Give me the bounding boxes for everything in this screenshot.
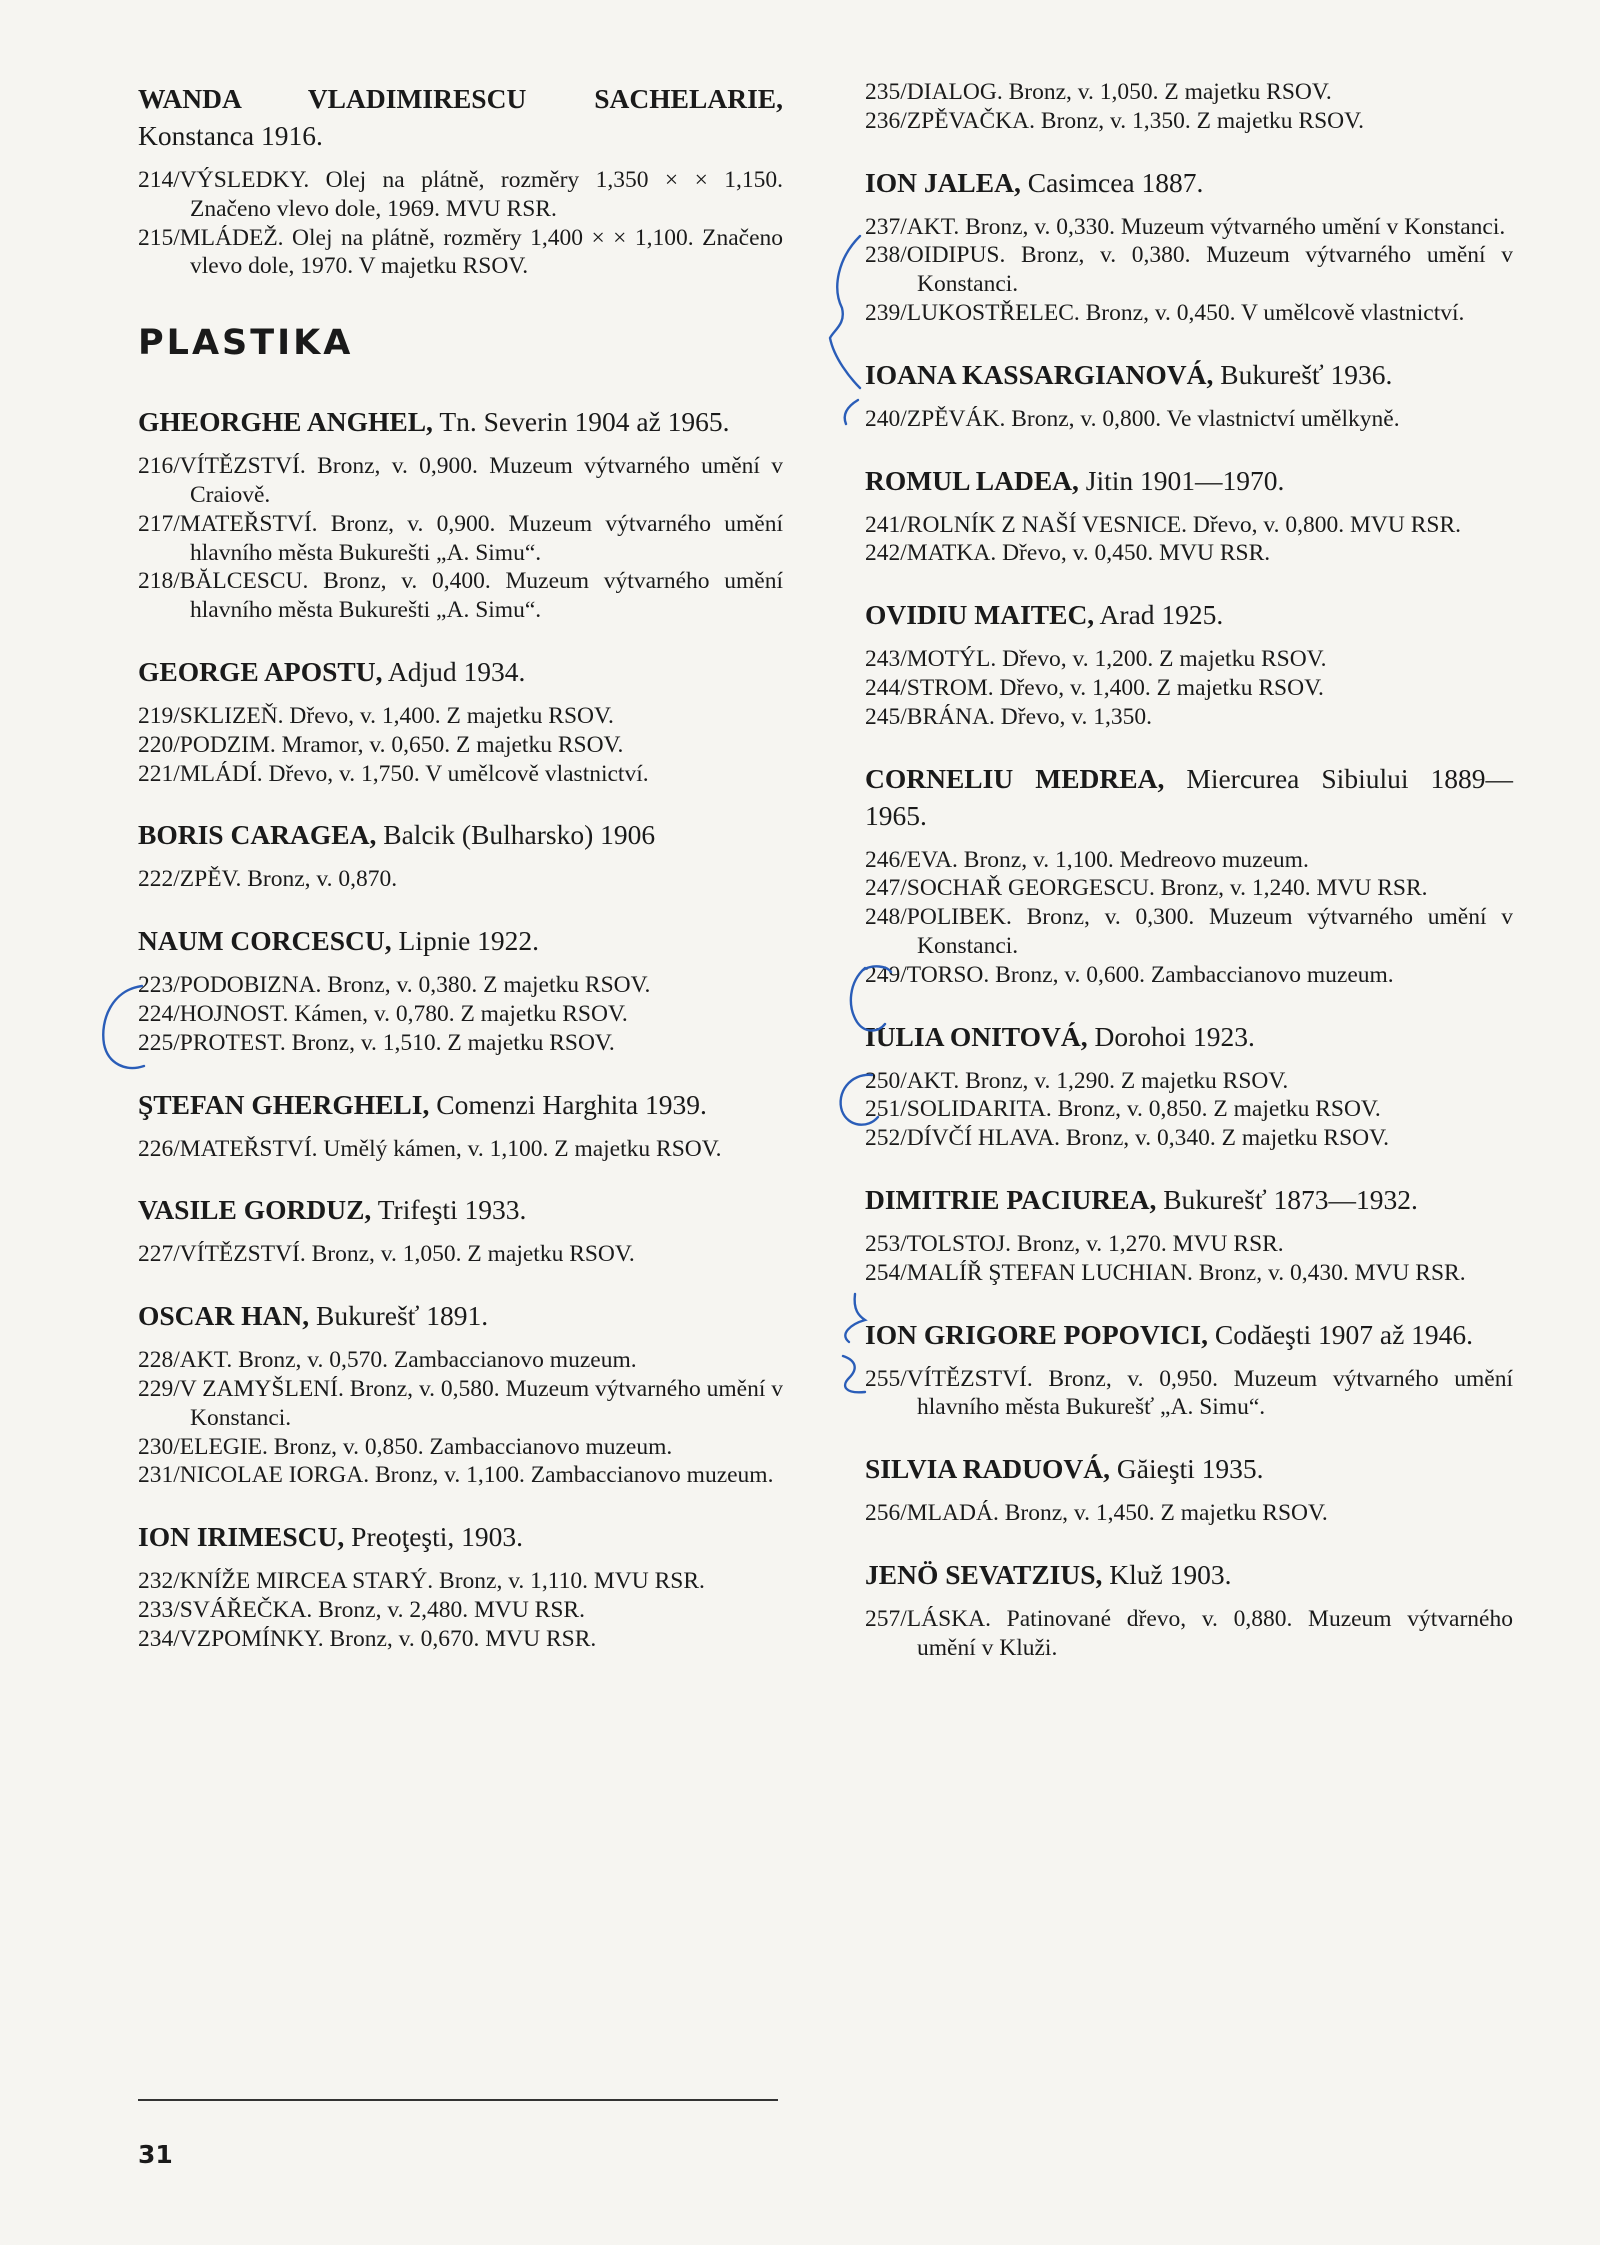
artist-heading (865, 164, 1513, 201)
artist-entry (138, 1518, 783, 1653)
work-item: 251/SOLIDARITA. Bronz, v. 0,850. Z majetku RSOV. (865, 1096, 1381, 1123)
work-item: 247/SOCHAŘ GEORGESCU. Bronz, v. 1,240. MVU RSR. (865, 875, 1428, 902)
artist-info: Bukurešť 1891. (316, 1300, 489, 1332)
artist-info: Preoţeşti, 1903. (351, 1521, 524, 1553)
artist-name: CORNELIU MEDREA, (865, 762, 1165, 794)
artist-entry (865, 164, 1513, 328)
work-item: 239/LUKOSTŘELEC. Bronz, v. 0,450. V umělcově vlastnictví. (865, 299, 1465, 326)
work-item: 238/OIDIPUS. Bronz, v. 0,380. Muzeum výtvarného umění v Konstanci. (865, 242, 1513, 298)
artist-entry (865, 1556, 1513, 1663)
work-item: 233/SVÁŘEČKA. Bronz, v. 2,480. MVU RSR. (138, 1596, 585, 1623)
artist-heading (138, 1191, 783, 1228)
artist-heading (138, 816, 783, 853)
artist-entry (138, 653, 783, 788)
artist-name: ION GRIGORE POPOVICI, (865, 1318, 1209, 1350)
work-item: 245/BRÁNA. Dřevo, v. 1,350. (865, 703, 1152, 730)
artist-entry (865, 760, 1513, 990)
work-item: 222/ZPĚV. Bronz, v. 0,870. (138, 866, 398, 893)
artist-entry (865, 356, 1513, 434)
work-item: 246/EVA. Bronz, v. 1,100. Medreovo muzeum. (865, 846, 1309, 873)
work-item: 219/SKLIZEŇ. Dřevo, v. 1,400. Z majetku RSOV. (138, 702, 614, 729)
work-item: 244/STROM. Dřevo, v. 1,400. Z majetku RSOV. (865, 674, 1324, 701)
right-column (865, 78, 1513, 1691)
artist-info: Kluž 1903. (1109, 1558, 1232, 1590)
artist-entry (138, 403, 783, 625)
artist-entry (865, 1181, 1513, 1288)
artist-heading (138, 1297, 783, 1334)
work-item: 237/AKT. Bronz, v. 0,330. Muzeum výtvarného umění v Konstanci. (865, 213, 1506, 240)
work-item: 223/PODOBIZNA. Bronz, v. 0,380. Z majetku RSOV. (138, 972, 651, 999)
artist-info: Bukurešť 1936. (1220, 358, 1393, 390)
artist-entry (865, 1450, 1513, 1528)
work-item: 255/VÍTĚZSTVÍ. Bronz, v. 0,950. Muzeum výtvarného umění hlavního města Bukurešť „A. Simu“. (865, 1365, 1513, 1421)
artist-entry (865, 596, 1513, 731)
work-item: 256/MLADÁ. Bronz, v. 1,450. Z majetku RSOV. (865, 1500, 1328, 1527)
work-item: 214/VÝSLEDKY. Olej na plátně, rozměry 1,350 × × 1,150. Značeno vlevo dole, 1969. MVU RSR. (138, 167, 783, 222)
artist-heading (865, 1018, 1513, 1055)
artist-info: Balcik (Bulharsko) 1906 (383, 819, 656, 851)
artist-heading (138, 922, 783, 959)
artist-name: SILVIA RADUOVÁ, (865, 1453, 1111, 1485)
artist-heading (138, 80, 783, 154)
artist-info: Codăeşti 1907 až 1946. (1214, 1318, 1474, 1350)
work-item: 234/VZPOMÍNKY. Bronz, v. 0,670. MVU RSR. (138, 1625, 597, 1652)
artist-heading (865, 1316, 1513, 1353)
work-item: 217/MATEŘSTVÍ. Bronz, v. 0,900. Muzeum výtvarného umění hlavního města Bukurešti „A. Simu“. (138, 510, 783, 566)
work-item: 249/TORSO. Bronz, v. 0,600. Zambaccianovo muzeum. (865, 961, 1394, 988)
work-item: 229/V ZAMYŠLENÍ. Bronz, v. 0,580. Muzeum výtvarného umění v Konstanci. (138, 1375, 783, 1431)
artist-name: ION IRIMESCU, (138, 1521, 345, 1553)
continued-works (865, 78, 1513, 136)
work-item: 252/DÍVČÍ HLAVA. Bronz, v. 0,340. Z majetku RSOV. (865, 1125, 1389, 1152)
work-item: 248/POLIBEK. Bronz, v. 0,300. Muzeum výtvarného umění v Konstanci. (865, 904, 1513, 959)
artist-heading (138, 403, 783, 440)
artist-name: JENÖ SEVATZIUS, (865, 1558, 1103, 1590)
artist-name: ROMUL LADEA, (865, 464, 1079, 496)
artist-info: Dorohoi 1923. (1094, 1020, 1255, 1052)
artist-name: GEORGE APOSTU, (138, 655, 383, 687)
work-item: 220/PODZIM. Mramor, v. 0,650. Z majetku RSOV. (138, 731, 624, 758)
work-item: 216/VÍTĚZSTVÍ. Bronz, v. 0,900. Muzeum výtvarného umění v Craiově. (138, 453, 783, 508)
artist-heading (865, 760, 1513, 834)
artist-name: WANDA VLADIMIRESCU SACHELARIE, (138, 83, 783, 114)
work-item: 225/PROTEST. Bronz, v. 1,510. Z majetku RSOV. (138, 1029, 615, 1056)
left-column (138, 80, 783, 1682)
artist-heading (138, 1086, 783, 1123)
work-item: 253/TOLSTOJ. Bronz, v. 1,270. MVU RSR. (865, 1230, 1284, 1257)
work-item: 228/AKT. Bronz, v. 0,570. Zambaccianovo muzeum. (138, 1347, 637, 1374)
section-heading: PLASTIKA (138, 323, 354, 364)
artist-entry (865, 1018, 1513, 1153)
work-item: 232/KNÍŽE MIRCEA STARÝ. Bronz, v. 1,110. MVU RSR. (138, 1568, 705, 1595)
artist-info: Konstanca 1916. (138, 120, 323, 151)
artist-heading (138, 1518, 783, 1555)
footer-rule (138, 2099, 778, 2101)
artist-entry (865, 1316, 1513, 1423)
work-item: 226/MATEŘSTVÍ. Umělý kámen, v. 1,100. Z majetku RSOV. (138, 1135, 722, 1162)
page-number: 31 (138, 2140, 173, 2169)
artist-name: GHEORGHE ANGHEL, (138, 406, 433, 438)
artist-heading (865, 1556, 1513, 1593)
artist-entry (138, 922, 783, 1057)
artist-name: BORIS CARAGEA, (138, 819, 377, 851)
work-item: 230/ELEGIE. Bronz, v. 0,850. Zambaccianovo muzeum. (138, 1433, 673, 1460)
work-item: 236/ZPĚVAČKA. Bronz, v. 1,350. Z majetku RSOV. (865, 107, 1364, 134)
artist-entry (138, 1086, 783, 1164)
artist-name: IULIA ONITOVÁ, (865, 1020, 1088, 1052)
work-item: 227/VÍTĚZSTVÍ. Bronz, v. 1,050. Z majetku RSOV. (138, 1241, 635, 1268)
artist-entry (138, 80, 783, 281)
work-item: 257/LÁSKA. Patinované dřevo, v. 0,880. Muzeum výtvarného umění v Kluži. (865, 1605, 1513, 1661)
work-item: 250/AKT. Bronz, v. 1,290. Z majetku RSOV. (865, 1067, 1289, 1094)
artist-info: Arad 1925. (1099, 599, 1224, 631)
artist-name: IOANA KASSARGIANOVÁ, (865, 358, 1214, 390)
work-item: 224/HOJNOST. Kámen, v. 0,780. Z majetku RSOV. (138, 1000, 628, 1027)
artist-heading (865, 1450, 1513, 1487)
artist-info: Jitin 1901—1970. (1085, 464, 1285, 496)
work-item: 221/MLÁDÍ. Dřevo, v. 1,750. V umělcově vlastnictví. (138, 760, 649, 787)
artist-name: DIMITRIE PACIUREA, (865, 1183, 1157, 1215)
artist-info: Bukurešť 1873—1932. (1163, 1183, 1418, 1215)
artist-heading (865, 462, 1513, 499)
work-item: 242/MATKA. Dřevo, v. 0,450. MVU RSR. (865, 540, 1271, 567)
work-item: 231/NICOLAE IORGA. Bronz, v. 1,100. Zambaccianovo muzeum. (138, 1462, 774, 1489)
artist-name: OSCAR HAN, (138, 1300, 310, 1332)
artist-info: Lipnie 1922. (398, 925, 540, 957)
artist-info: Comenzi Harghita 1939. (436, 1088, 707, 1120)
artist-info: Adjud 1934. (387, 655, 526, 687)
artist-info: Trifeşti 1933. (377, 1194, 527, 1226)
artist-name: OVIDIU MAITEC, (865, 599, 1095, 631)
work-item: 243/MOTÝL. Dřevo, v. 1,200. Z majetku RSOV. (865, 646, 1327, 673)
artist-name: ŞTEFAN GHERGHELI, (138, 1088, 430, 1120)
work-item: 218/BĂLCESCU. Bronz, v. 0,400. Muzeum výtvarného umění hlavního města Bukurešti „A. Simu“. (138, 568, 783, 624)
artist-info: Miercurea Sibiului 1889—1965. (865, 762, 1514, 831)
artist-heading (865, 356, 1513, 393)
artist-info: Casimcea 1887. (1027, 166, 1204, 198)
artist-entry (138, 816, 783, 894)
artist-entry (138, 1191, 783, 1269)
artist-entry (138, 1297, 783, 1490)
artist-heading (138, 653, 783, 690)
artist-name: ION JALEA, (865, 166, 1021, 198)
work-item: 254/MALÍŘ ŞTEFAN LUCHIAN. Bronz, v. 0,430. MVU RSR. (865, 1259, 1466, 1286)
artist-heading (865, 596, 1513, 633)
work-item: 240/ZPĚVÁK. Bronz, v. 0,800. Ve vlastnictví umělkyně. (865, 405, 1400, 432)
work-item: 215/MLÁDEŽ. Olej na plátně, rozměry 1,400 × × 1,100. Značeno vlevo dole, 1970. V majetku RSOV. (138, 224, 783, 280)
artist-info: Tn. Severin 1904 až 1965. (439, 406, 730, 438)
artist-entry (865, 462, 1513, 569)
artist-info: Găieşti 1935. (1116, 1453, 1264, 1485)
artist-heading (865, 1181, 1513, 1218)
artist-name: VASILE GORDUZ, (138, 1194, 372, 1226)
work-item: 241/ROLNÍK Z NAŠÍ VESNICE. Dřevo, v. 0,800. MVU RSR. (865, 511, 1461, 538)
artist-name: NAUM CORCESCU, (138, 925, 392, 957)
work-item: 235/DIALOG. Bronz, v. 1,050. Z majetku RSOV. (865, 79, 1332, 105)
